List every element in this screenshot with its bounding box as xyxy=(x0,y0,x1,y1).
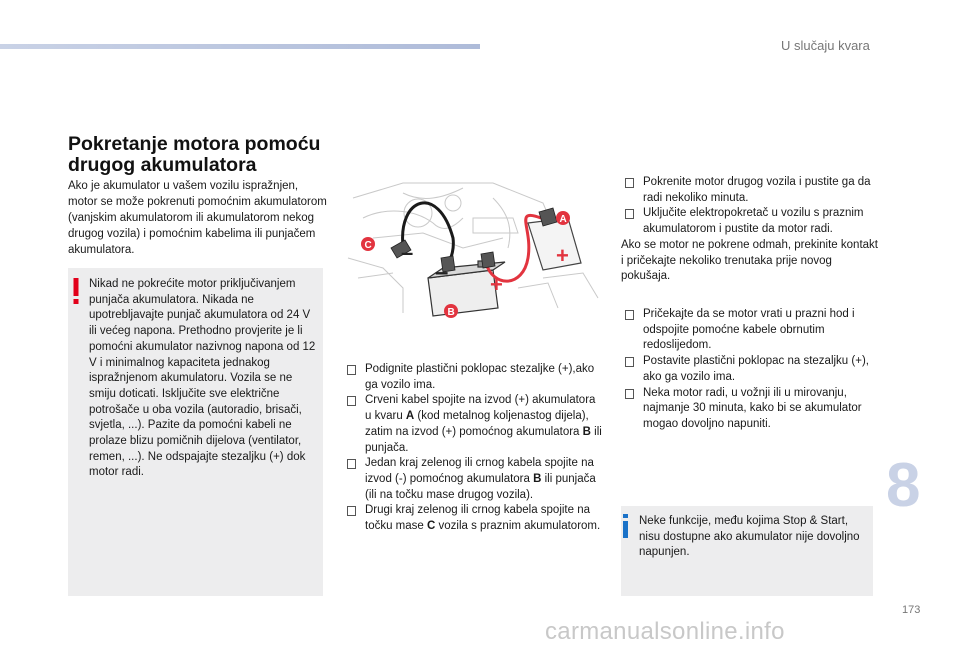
info-box xyxy=(621,506,873,596)
section-title: U slučaju kvara xyxy=(781,38,870,53)
page-title: Pokretanje motora pomoću drugog akumulatora xyxy=(68,133,321,176)
checkbox-bullet-icon xyxy=(625,209,634,219)
page-number: 173 xyxy=(902,604,921,616)
header-accent-bar xyxy=(0,44,480,49)
minus-sign-2: – xyxy=(435,259,449,286)
checkbox-bullet-icon xyxy=(347,365,356,375)
info-icon xyxy=(623,514,628,538)
list-item: Postavite plastični poklopac na stezaljku (+), ako ga vozilo ima. xyxy=(621,354,881,385)
minus-sign-1: – xyxy=(401,240,414,265)
chapter-number: 8 xyxy=(886,451,921,520)
exclamation-icon xyxy=(72,278,80,304)
warning-box xyxy=(68,268,323,596)
checkbox-bullet-icon xyxy=(625,310,634,320)
checkbox-bullet-icon xyxy=(625,357,634,367)
checkbox-bullet-icon xyxy=(347,459,356,469)
list-item: Pokrenite motor drugog vozila i pustite ga da radi nekoliko minuta. xyxy=(621,175,881,206)
connection-steps xyxy=(343,362,605,535)
list-item: Neka motor radi, u vožnji ili u mirovanju, najmanje 30 minuta, kako bi se akumulator mogao dovoljno napuniti. xyxy=(621,386,881,433)
plus-sign-2: + xyxy=(556,243,569,268)
label-a: A xyxy=(559,214,567,225)
checkbox-bullet-icon xyxy=(347,506,356,516)
list-item: Uključite elektropokretač u vozilu s praznim akumulatorom i pustite da motor radi. xyxy=(621,206,881,237)
intro-paragraph: Ako je akumulator u vašem vozilu ispražnjen, motor se može pokrenuti pomoćnim akumulatorom (vanjskim akumulatorom ili akumulatorom nekog drugog vozila) i pomoćnim kabelima ili punjačem akumulatora. xyxy=(68,180,327,256)
watermark: carmanualsonline.info xyxy=(545,618,785,645)
info-text: Neke funkcije, među kojima Stop & Start, nisu dostupne ako akumulator nije dovoljno napunjen. xyxy=(639,515,860,559)
list-item: Jedan kraj zelenog ili crnog kabela spojite na izvod (-) pomoćnog akumulatora B ili punjača (ili na točku mase drugog vozila). xyxy=(343,456,605,503)
label-c: C xyxy=(364,240,372,251)
retry-paragraph: Ako se motor ne pokrene odmah, prekinite kontakt i pričekajte nekoliko trenutaka prije novog pokušaja. xyxy=(621,239,878,283)
checkbox-bullet-icon xyxy=(625,389,634,399)
list-item: Drugi kraj zelenog ili crnog kabela spojite na točku mase C vozila s praznim akumulatorom. xyxy=(343,503,605,534)
plus-sign-1: + xyxy=(490,272,503,297)
checkbox-bullet-icon xyxy=(347,396,356,406)
warning-text: Nikad ne pokrećite motor priključivanjem punjača akumulatora. Nikada ne upotrebljavajte punjač akumulatora od 24 V ili većeg napona. Prethodno provjerite je li pomoćni akumulator nazivnog napona od 12 V i minimalnog kapaciteta jednakog ispražnjenom akumulatoru. Vozila se ne smiju doticati. Isključite sve električne potrošače u oba vozila (autoradio, brisači, svjetla, ...). Pazite da pomoćni kabeli ne prolaze blizu pomičnih dijelova (ventilator, remen, ...). Ne odspajajte stezaljku (+) dok motor radi. xyxy=(89,278,316,479)
list-item: Pričekajte da se motor vrati u prazni hod i odspojite pomoćne kabele obrnutim redoslijedom. xyxy=(621,307,881,354)
label-b: B xyxy=(447,307,455,318)
list-item: Podignite plastični poklopac stezaljke (+),ako ga vozilo ima. xyxy=(343,362,605,393)
checkbox-bullet-icon xyxy=(625,178,634,188)
list-item: Crveni kabel spojite na izvod (+) akumulatora u kvaru A (kod metalnog koljenastog dijela), zatim na izvod (+) pomoćnog akumulatora B ili punjača. xyxy=(343,393,605,456)
jump-start-illustration xyxy=(343,178,608,318)
start-steps xyxy=(621,175,881,238)
finish-steps xyxy=(621,307,881,433)
